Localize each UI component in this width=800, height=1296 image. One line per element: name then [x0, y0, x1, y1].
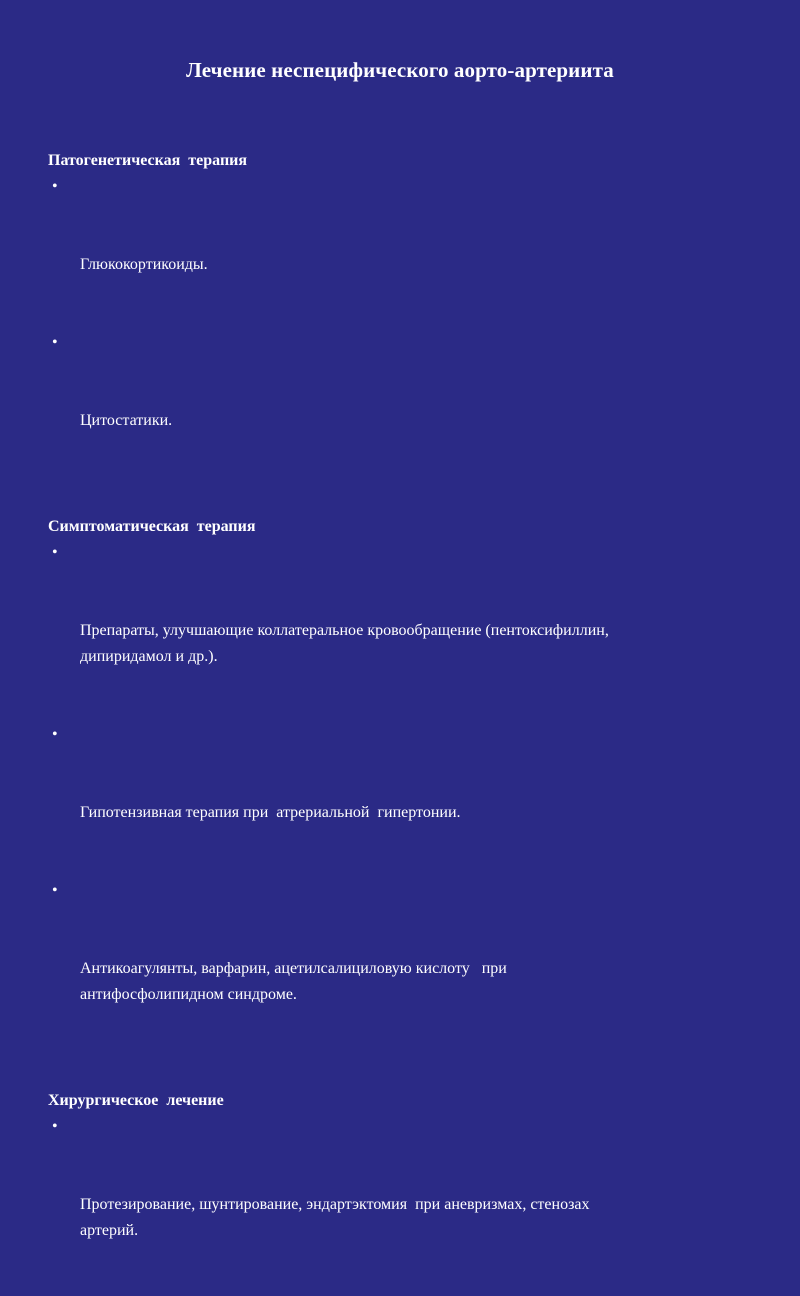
slide-title: Лечение неспецифического аорто-артериита: [186, 58, 614, 82]
bullet-icon: •: [52, 882, 58, 899]
section-symptomatic-therapy: [48, 514, 748, 1060]
slide-content: [48, 148, 748, 1296]
list-item-text: Протезирование, шунтирование, эндартэктомия при аневризмах, стенозах артерий.: [80, 1196, 590, 1239]
section-surgical-treatment: [48, 1088, 748, 1296]
list-item-text: Цитостатики.: [80, 412, 173, 429]
list-item: [48, 174, 748, 330]
section-pathogenetic-therapy: [48, 148, 748, 486]
bullet-icon: •: [52, 334, 58, 351]
list-item: [48, 540, 748, 722]
list-item-text: Глюкокортикоиды.: [80, 256, 208, 273]
section-heading: Симптоматическая терапия: [48, 518, 256, 535]
section-heading: Патогенетическая терапия: [48, 152, 248, 169]
list-item-text: Антикоагулянты, варфарин, ацетилсалициловую кислоту при антифосфолипидном синдроме.: [80, 960, 507, 1003]
bullet-icon: •: [52, 178, 58, 195]
list-item: [48, 878, 748, 1060]
list-item-text: Гипотензивная терапия при атрериальной гипертонии.: [80, 804, 461, 821]
list-item: [48, 1114, 748, 1296]
bullet-icon: •: [52, 726, 58, 743]
bullet-icon: •: [52, 544, 58, 561]
list-item: [48, 722, 748, 878]
bullet-icon: •: [52, 1118, 58, 1135]
list-item-text: Препараты, улучшающие коллатеральное кровообращение (пентоксифиллин, дипиридамол и др.).: [80, 622, 609, 665]
section-heading: Хирургическое лечение: [48, 1092, 224, 1109]
list-item: [48, 330, 748, 486]
